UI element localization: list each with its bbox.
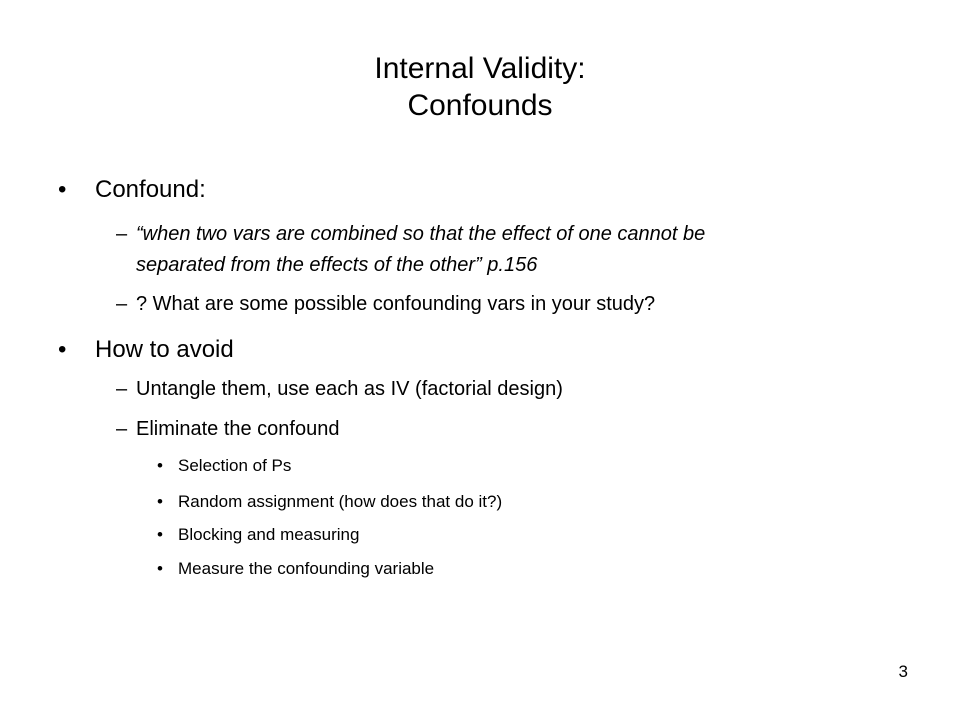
dash-marker: –: [116, 223, 128, 245]
slide-title: [0, 50, 960, 124]
subitem-question: [116, 292, 656, 317]
sub-subitem-text: Blocking and measuring: [178, 525, 360, 544]
sub-subitem-selection: [157, 455, 292, 476]
sub-subitem-blocking: [157, 524, 360, 545]
subitem-text-line-2: separated from the effects of the other” p.156: [136, 254, 538, 276]
bullet-marker: •: [157, 492, 163, 511]
subitem-text: ? What are some possible confounding vars in your study?: [136, 293, 656, 315]
bullet-marker: •: [157, 456, 163, 475]
bullet-marker: •: [58, 176, 67, 203]
bullet-marker: •: [157, 525, 163, 544]
sub-subitem-text: Measure the confounding variable: [178, 559, 435, 578]
bullet-confound: [58, 176, 206, 204]
subitem-text-line-1: “when two vars are combined so that the effect of one cannot be: [136, 223, 706, 245]
slide-title-line-2: Confounds: [407, 89, 553, 122]
bullet-marker: •: [58, 336, 67, 363]
subitem-untangle: [116, 377, 563, 402]
dash-marker: –: [116, 418, 128, 440]
sub-subitem-measure: [157, 558, 435, 579]
sub-subitem-random-assignment: [157, 491, 503, 512]
sub-subitem-text: Selection of Ps: [178, 456, 292, 475]
subitem-text: Untangle them, use each as IV (factorial design): [136, 378, 563, 400]
sub-subitem-text: Random assignment (how does that do it?): [178, 492, 503, 511]
slide-title-line-1: Internal Validity:: [374, 52, 586, 85]
subitem-definition-quote: [116, 222, 706, 247]
bullet-marker: •: [157, 559, 163, 578]
page-number: 3: [898, 662, 908, 681]
subitem-eliminate: [116, 417, 340, 442]
dash-marker: –: [116, 378, 128, 400]
bullet-text: How to avoid: [95, 336, 234, 363]
subitem-text: Eliminate the confound: [136, 418, 340, 440]
subitem-definition-quote-continued: [136, 253, 537, 278]
dash-marker: –: [116, 293, 128, 315]
bullet-how-to-avoid: [58, 336, 234, 364]
bullet-text: Confound:: [95, 176, 206, 203]
